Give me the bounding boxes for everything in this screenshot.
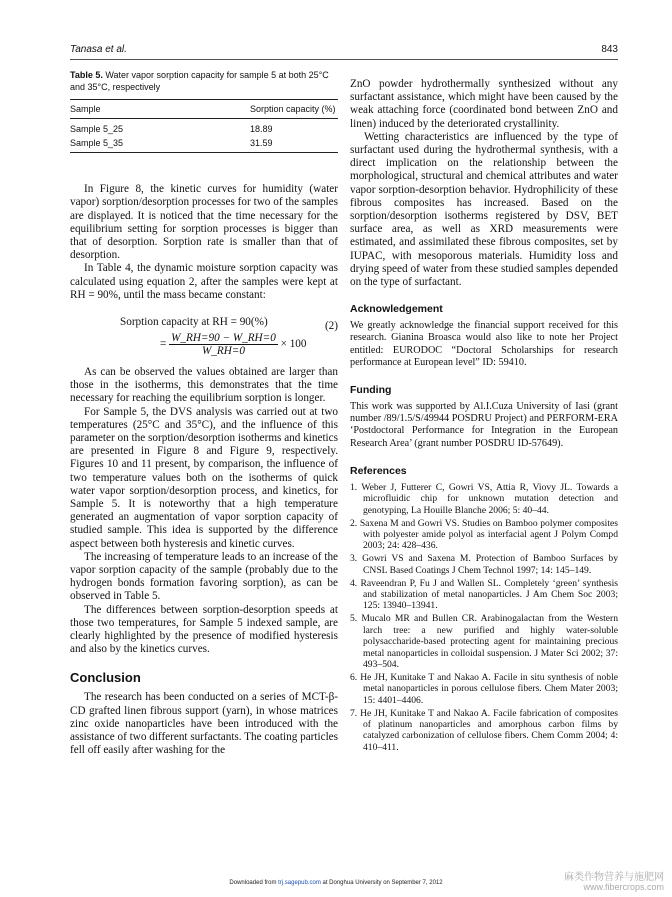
reference-list — [350, 482, 618, 753]
funding-heading: Funding — [350, 384, 392, 397]
watermark-line1: 麻类作物营养与施肥网 — [564, 872, 664, 883]
table-row — [70, 136, 338, 153]
table-cell-value: 18.89 — [250, 124, 273, 135]
reference-item: 5. Mucalo MR and Bullen CR. Arabinogalactan from the Western larch tree: a new purified and highly water-soluble polysaccharide-based protecting agent for maintaining precious metal nanoparticles in colloidal suspension. J Mater Sci 2002; 37: 493–504. — [350, 613, 618, 670]
table-cell-sample: Sample 5_35 — [70, 136, 250, 153]
running-header-author: Tanasa et al. — [70, 44, 127, 55]
table-header-capacity: Sorption capacity (%) — [250, 100, 338, 119]
equation-number: (2) — [324, 320, 338, 333]
equation — [70, 310, 338, 358]
page-number: 843 — [601, 44, 618, 55]
funding-text: This work was supported by Al.I.Cuza University of Iasi (grant number /89/1.5/S/49944 POSDRU Project) and PERFORM-ERA ‘Postdoctoral Performance for Integration in the European Research Area’ (grant number POSDRU ID-57649). — [350, 401, 618, 449]
acknowledgement-heading: Acknowledgement — [350, 303, 443, 316]
equation-numerator: W_RH=90 − W_RH=0 — [171, 332, 276, 345]
watermark-line2: www.fibercrops.com — [583, 882, 664, 892]
equation-line1: Sorption capacity at RH = 90(%) — [120, 316, 268, 329]
footer-suffix: at Donghua University on September 7, 2012 — [322, 880, 443, 886]
table-caption — [70, 70, 338, 93]
table-caption-text: Water vapor sorption capacity for sample 5 at both 25°C and 35°C, respectively — [70, 70, 329, 92]
reference-item: 6. He JH, Kunitake T and Nakao A. Facile in situ synthesis of noble metal nanoparticles in porous cellulose fibers. Chem Mater 2003; 15: 4401–4406. — [350, 671, 618, 706]
table-cell-value: 31.59 — [250, 136, 338, 153]
table-row — [70, 119, 338, 137]
paragraph: As can be observed the values obtained are larger than those in the isotherms, this demonstrates that the time necessary for reaching the equilibrium sorption is longer. — [70, 366, 338, 405]
reference-item: 1. Weber J, Futterer C, Gowri VS, Attia R, Viovy JL. Towards a microfluidic chip for unknown mutation detection and genotyping, La Houille Blanche 2006; 5: 40–44. — [350, 481, 618, 516]
header-rule — [70, 59, 618, 60]
equation-times: × 100 — [280, 338, 307, 351]
equation-equals: = — [160, 338, 167, 351]
paragraph: The research has been conducted on a series of MCT-β-CD grafted linen fibrous support (yarn), in whose matrices zinc oxide nanoparticles have been introduced with the assistance of two different surfactants. The coating particles fell off easily after washing for the — [70, 691, 338, 757]
reference-item: 7. He JH, Kunitake T and Nakao A. Facile fabrication of composites of platinum nanoparticles and amorphous carbon films by catalyzed carbonization of cellulose fibers. Chem Comm 2004; 4: 410–411. — [350, 707, 618, 753]
reference-item: 3. Gowri VS and Saxena M. Protection of Bamboo Surfaces by CNSL Based Coatings J Chem Technol 1997; 14: 145–149. — [350, 553, 618, 576]
equation-denominator: W_RH=0 — [201, 345, 245, 358]
paragraph: ZnO powder hydrothermally synthesized without any surfactant assistance, which might have been caused by the weak attaching force (coordinated bond between ZnO and linen) induced by the deteriorated crystallinity. — [350, 78, 618, 130]
table-header-sample: Sample — [70, 100, 250, 119]
reference-item: 2. Saxena M and Gowri VS. Studies on Bamboo polymer composites with polyester amide polyol as interfacial agent J Polym Compd 2003; 24: 428–436. — [350, 517, 618, 552]
footer-link[interactable]: trj.sagepub.com — [278, 880, 321, 886]
conclusion-heading: Conclusion — [70, 670, 141, 686]
references-heading: References — [350, 464, 407, 477]
paragraph: Wetting characteristics are influenced by the type of surfactant used during the hydrothermal synthesis, with a direct implication on the relationship between the morphological, structural and chemical attributes and water vapor sorption-desorption behavior. Hydrophilicity of these fibrous composites has increased. Based on the sorption/desorption isotherms registered by DSV, BET surface area, as well as XRD measurements were estimated, and assimilated these fibrous composites, set by IUPAC, with mesoporous materials. Humidity loss and drying speed of water from these studied samples depended on the type of surfactant. — [350, 130, 618, 289]
acknowledgement-text: We greatly acknowledge the financial support received for this research. Gianina Broasca would also like to note her Project entitled: EURODOC “Doctoral Scholarships for research performance at European level” ID: 59410. — [350, 320, 618, 368]
left-column — [70, 70, 338, 758]
equation-fraction — [169, 332, 278, 357]
sorption-table — [70, 99, 338, 153]
paragraph: The increasing of temperature leads to an increase of the vapor sorption capacity of the sample (probably due to the hydrogen bonds formation favoring sorption), as can be observed in Table 5. — [70, 550, 338, 603]
table-caption-label: Table 5. — [70, 70, 103, 80]
paragraph: For Sample 5, the DVS analysis was carried out at two temperatures (25°C and 35°C), and the influence of this parameter on the sorption/desorption isotherms and kinetics are presented in Figure 8 and Figure 9, respectively. Figures 10 and 11 present, by comparison, the influence of two temperature values both on the isotherms of quick water vapor sorption/desorption process, and kinetics, for Sample 5. It is noteworthy that a high temperature generated an augmentation of vapor sorption capacity of studied sample. This idea is supported by the difference aspect between both hysteresis and kinetic curves. — [70, 405, 338, 550]
table-cell-sample: Sample 5_25 — [70, 124, 124, 135]
footer-prefix: Downloaded from — [229, 880, 277, 886]
right-column — [350, 78, 618, 755]
paragraph: In Table 4, the dynamic moisture sorption capacity was calculated using equation 2, after the samples were kept at RH = 90%, until the mass became constant: — [70, 262, 338, 301]
paragraph: The differences between sorption-desorption speeds at those two temperatures, for Sample 5 indexed sample, are clearly highlighted by the presence of modified hysteresis and also by the kinetics curves. — [70, 603, 338, 656]
paragraph: In Figure 8, the kinetic curves for humidity (water vapor) sorption/desorption processes for two of the samples are displayed. It is noticed that the time necessary for the equilibrium setting for sorption processes is bigger than that of desorption. Sorption rate is smaller than that of desorption. — [70, 183, 338, 262]
reference-item: 4. Raveendran P, Fu J and Wallen SL. Completely ‘green’ synthesis and stabilization of metal nanoparticles. J Am Chem Soc 2003; 125: 13940–13941. — [350, 577, 618, 612]
